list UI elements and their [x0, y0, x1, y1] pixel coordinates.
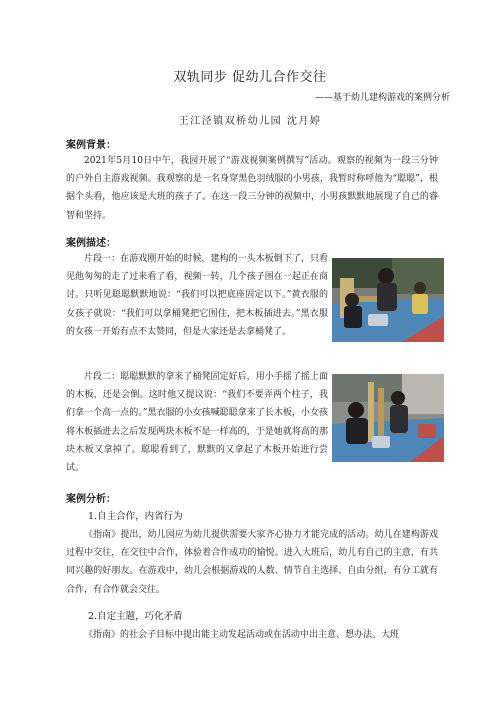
heading-analysis: 案例分析： [66, 494, 116, 505]
heading-description: 案例描述： [66, 238, 116, 249]
analysis-item2-label: 2.自定主题，巧化矛盾 [88, 611, 183, 622]
photo-image [332, 374, 444, 462]
children-building-photo [332, 258, 444, 342]
paragraph-analysis-item1: 《指南》提出，幼儿园应为幼儿提供需要大家齐心协力才能完成的活动。幼儿在建构游戏过程中交往，在交往中合作，体验着合作成功的愉悦。进入大班后，幼儿有自己的主意，有共同兴趣的好朋友。在游戏中，幼儿会根据游戏的人数、情节自主选择、自由分组，有分工就有合作，有合作就会交往。 [66, 530, 438, 595]
photo-image [332, 258, 444, 342]
paragraph-analysis-item2: 《指南》的社会子目标中提出能主动发起活动或在活动中出主意、想办法。大班 [84, 630, 400, 640]
document-title: 双轨同步 促幼儿合作交往 [173, 70, 327, 85]
paragraph-clip2: 片段二：聪聪默默的拿来了桶凳固定好后，用小手摇了摇上面的木板，还是会倒。这时他又提议说：“我们不要弄两个柱子，我们拿一个高一点的。”黑衣服的小女孩喊聪聪拿来了长木板，小女孩将木板插进去之后发现两块木板不是一样高的，于是她就将高的那块木板又拿掉了。聪聪看到了，默默的又拿起了木板开始进行尝试。 [66, 372, 328, 474]
children-planks-photo [332, 374, 444, 462]
document-subtitle: ——基于幼儿建构游戏的案例分析 [314, 93, 450, 103]
paragraph-clip1: 片段一：在游戏刚开始的时候，建构的一头木板倒下了，只看见他匆匆的走了过来看了看，视频一转，几个孩子围在一起正在商讨。只听见聪聪默默地说：“我们可以把底座固定以下。”黄衣服的女孩子就说：“我们可以拿桶凳把它围住，把木板插进去。”黑衣服的女孩一开始有点不太赞同，但是大家还是去拿桶凳了。 [66, 254, 328, 337]
analysis-item1-label: 1.自主合作，内省行为 [88, 511, 183, 522]
paragraph-background: 2021年5月10日中午，我园开展了“游戏视频案例撰写”活动。观察的视频为一段三分钟的户外自主游戏视频。我观察的是一名身穿黑色羽绒服的小男孩，我暂时称呼他为“聪聪”，根据个头看，他应该是大班的孩子了。在这一段三分钟的视频中，小男孩默默地展现了自己的睿智和坚持。 [66, 156, 438, 221]
heading-background: 案例背景： [66, 140, 116, 151]
author-byline: 王江泾镇双桥幼儿园 沈月婷 [178, 116, 322, 127]
